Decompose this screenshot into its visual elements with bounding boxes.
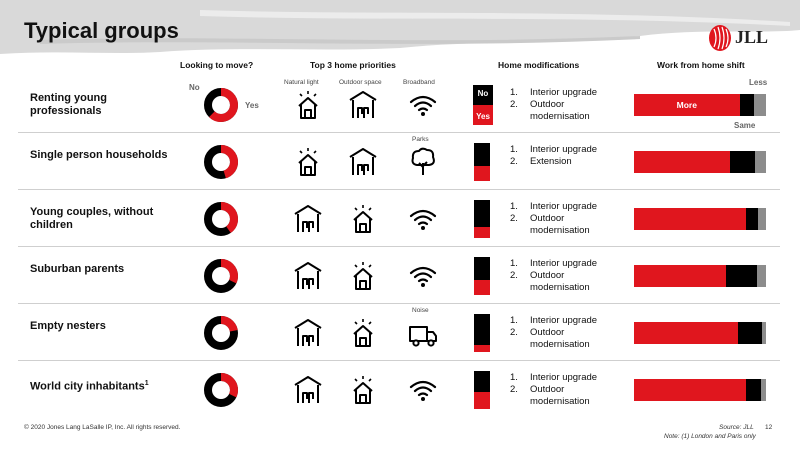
wfh-less-segment — [754, 94, 766, 116]
natural-light-icon — [348, 204, 378, 234]
modification-text: Interior upgrade — [530, 87, 598, 98]
home-mod-yes-label: Yes — [476, 112, 490, 121]
home-modification-bar — [474, 314, 490, 352]
col-header-modifications: Home modifications — [498, 60, 580, 70]
modification-text: Extension — [530, 156, 572, 167]
page-title: Typical groups — [24, 18, 179, 43]
row-separator — [18, 303, 780, 304]
outdoor-space-icon — [293, 261, 323, 291]
outdoor-space-icon — [293, 204, 323, 234]
home-mod-yes-segment — [474, 280, 490, 295]
modification-number: 1. — [510, 372, 518, 383]
modification-number: 2. — [510, 327, 518, 338]
wfh-label-less: Less — [749, 78, 768, 87]
home-modifications-list — [510, 258, 620, 294]
modification-item — [510, 258, 620, 270]
home-mod-yes-segment — [474, 392, 490, 409]
wfh-stacked-bar — [634, 322, 766, 344]
natural-light-icon — [348, 375, 378, 405]
group-name — [30, 263, 180, 276]
wfh-more-segment — [634, 208, 746, 230]
broadband-icon — [408, 261, 438, 291]
home-mod-yes-segment — [474, 227, 490, 238]
modification-item — [510, 270, 620, 294]
footer-copyright: © 2020 Jones Lang LaSalle IP, Inc. All rights reserved. — [24, 424, 181, 431]
modification-text: Interior upgrade — [530, 315, 598, 326]
broadband-icon — [408, 204, 438, 234]
home-mod-yes-segment — [474, 166, 490, 181]
footer-note: Note: (1) London and Paris only — [664, 433, 756, 440]
modification-number: 2. — [510, 270, 518, 281]
col-header-wfh: Work from home shift — [657, 60, 745, 70]
wfh-same-segment — [746, 208, 758, 230]
modification-text: Interior upgrade — [530, 258, 598, 269]
label-natural-light: Natural light — [284, 79, 319, 86]
wfh-same-segment — [740, 94, 755, 116]
broadband-icon — [408, 375, 438, 405]
modification-item — [510, 201, 620, 213]
looking-to-move-donut — [203, 315, 239, 351]
natural-light-icon — [293, 147, 323, 177]
modification-text: Outdoor modernisation — [530, 384, 590, 407]
home-mod-no-segment — [474, 143, 490, 166]
modification-number: 1. — [510, 144, 518, 155]
label-broadband: Broadband — [403, 79, 435, 86]
home-mod-no-segment — [474, 200, 490, 227]
group-name — [30, 377, 180, 394]
modification-text: Outdoor modernisation — [530, 99, 590, 122]
modification-number: 1. — [510, 315, 518, 326]
outdoor-space-icon — [348, 90, 378, 120]
donut-label-yes: Yes — [245, 101, 259, 110]
home-mod-no-segment — [474, 371, 490, 392]
group-name-text: World city inhabitants — [30, 380, 145, 393]
modification-number: 2. — [510, 213, 518, 224]
row-separator — [18, 132, 780, 133]
home-modifications-list — [510, 315, 620, 351]
modification-number: 1. — [510, 258, 518, 269]
home-modifications-list — [510, 201, 620, 237]
modification-item — [510, 144, 620, 156]
modification-number: 2. — [510, 99, 518, 110]
wfh-stacked-bar — [634, 208, 766, 230]
broadband-icon — [408, 90, 438, 120]
group-name — [30, 149, 180, 162]
home-modifications-list — [510, 372, 620, 408]
label-noise: Noise — [412, 307, 429, 314]
wfh-stacked-bar — [634, 94, 766, 116]
looking-to-move-donut — [203, 87, 239, 123]
modification-item — [510, 87, 620, 99]
wfh-less-segment — [761, 379, 766, 401]
looking-to-move-donut — [203, 258, 239, 294]
home-mod-no-label: No — [477, 89, 489, 98]
home-mod-yes-segment — [474, 345, 490, 352]
home-modification-bar — [474, 257, 490, 295]
home-mod-no-segment — [474, 257, 490, 280]
group-name-text: Suburban parents — [30, 263, 125, 275]
wfh-more-segment — [634, 265, 726, 287]
modification-text: Outdoor modernisation — [530, 213, 590, 236]
parks-icon — [408, 147, 438, 177]
wfh-stacked-bar — [634, 151, 766, 173]
row-separator — [18, 246, 780, 247]
modification-number: 1. — [510, 201, 518, 212]
home-modification-bar — [474, 200, 490, 238]
group-name-text: Empty nesters — [30, 320, 106, 332]
row-separator — [18, 360, 780, 361]
modification-number: 1. — [510, 87, 518, 98]
modification-text: Outdoor modernisation — [530, 270, 590, 293]
wfh-more-segment — [634, 322, 738, 344]
group-name — [30, 206, 180, 232]
wfh-label-same: Same — [734, 121, 756, 130]
home-modification-bar — [473, 85, 493, 125]
wfh-less-segment — [755, 151, 766, 173]
footer-source: Source: JLL — [719, 424, 754, 431]
modification-item — [510, 213, 620, 237]
group-name — [30, 92, 180, 118]
wfh-same-segment — [730, 151, 755, 173]
wfh-stacked-bar — [634, 265, 766, 287]
wfh-same-segment — [726, 265, 756, 287]
wfh-more-segment — [634, 151, 730, 173]
modification-item — [510, 156, 620, 168]
modification-item — [510, 327, 620, 351]
modification-number: 2. — [510, 384, 518, 395]
label-parks: Parks — [412, 136, 429, 143]
modification-number: 2. — [510, 156, 518, 167]
looking-to-move-donut — [203, 372, 239, 408]
modification-text: Interior upgrade — [530, 372, 598, 383]
wfh-same-segment — [746, 379, 761, 401]
looking-to-move-donut — [203, 144, 239, 180]
wfh-less-segment — [758, 208, 766, 230]
outdoor-space-icon — [293, 375, 323, 405]
jll-logo-text: JLL — [735, 27, 769, 47]
group-name-text: Renting young professionals — [30, 92, 107, 117]
modification-item — [510, 99, 620, 123]
group-name-text: Single person households — [30, 149, 168, 161]
wfh-less-segment — [762, 322, 766, 344]
home-modifications-list — [510, 144, 620, 168]
looking-to-move-donut — [203, 201, 239, 237]
modification-item — [510, 384, 620, 408]
truck-icon — [408, 318, 438, 348]
natural-light-icon — [293, 90, 323, 120]
group-name — [30, 320, 180, 333]
label-outdoor-space: Outdoor space — [339, 79, 382, 86]
wfh-more-segment — [634, 379, 746, 401]
row-separator — [18, 189, 780, 190]
wfh-same-segment — [738, 322, 762, 344]
wfh-stacked-bar — [634, 379, 766, 401]
footnote-marker: 1 — [144, 380, 149, 387]
footer-page-number: 12 — [765, 424, 773, 431]
home-modification-bar — [474, 143, 490, 181]
modification-item — [510, 315, 620, 327]
col-header-looking: Looking to move? — [180, 60, 254, 70]
col-header-priorities: Top 3 home priorities — [310, 60, 396, 70]
natural-light-icon — [348, 261, 378, 291]
outdoor-space-icon — [348, 147, 378, 177]
outdoor-space-icon — [293, 318, 323, 348]
group-name-text: Young couples, without children — [30, 206, 154, 231]
wfh-label-more: More — [676, 100, 697, 110]
home-modification-bar — [474, 371, 490, 409]
modification-text: Interior upgrade — [530, 201, 598, 212]
natural-light-icon — [348, 318, 378, 348]
home-modifications-list — [510, 87, 620, 123]
modification-text: Interior upgrade — [530, 144, 598, 155]
donut-label-no: No — [189, 83, 200, 92]
home-mod-no-segment — [474, 314, 490, 345]
modification-text: Outdoor modernisation — [530, 327, 590, 350]
wfh-less-segment — [757, 265, 766, 287]
modification-item — [510, 372, 620, 384]
